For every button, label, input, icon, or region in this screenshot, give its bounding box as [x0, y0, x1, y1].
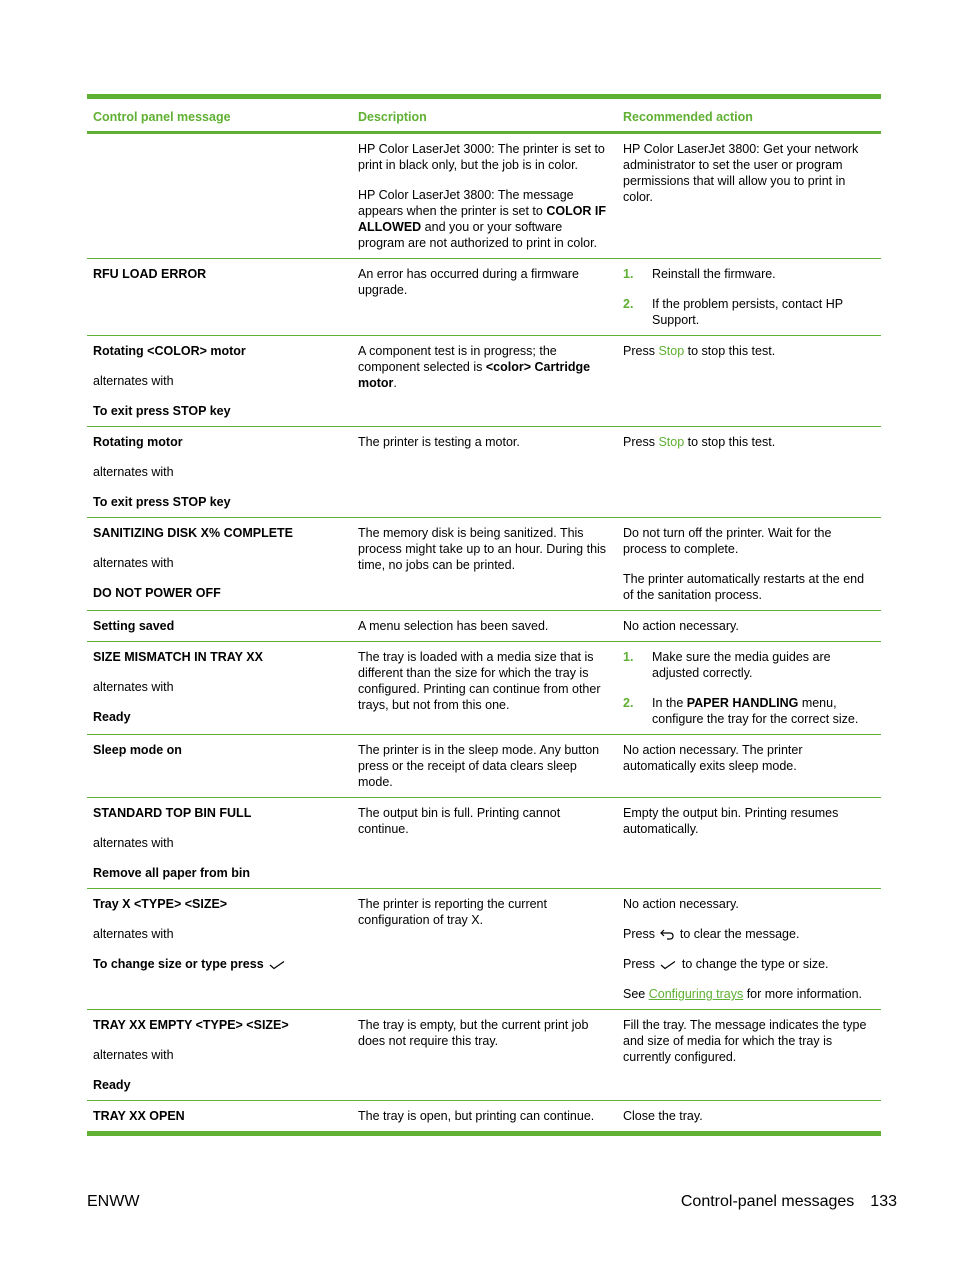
text-run: to change the type or size.	[678, 957, 829, 971]
description-cell	[352, 133, 617, 259]
control-panel-message	[93, 494, 346, 510]
text-run: The printer is in the sleep mode. Any button press or the receipt of data clears sleep mode.	[358, 743, 600, 789]
action-paragraph	[623, 986, 875, 1002]
table-body	[87, 133, 881, 1134]
message-text: Ready	[93, 710, 131, 724]
text-run: An error has occurred during a firmware upgrade.	[358, 267, 579, 297]
action-paragraph	[623, 1108, 875, 1124]
alternates-with-label	[93, 1047, 346, 1063]
text-run: A menu selection has been saved.	[358, 619, 549, 633]
alternates-with-label	[93, 555, 346, 571]
control-panel-message	[93, 709, 346, 725]
control-panel-message	[93, 1017, 346, 1033]
message-text: STANDARD TOP BIN FULL	[93, 806, 252, 820]
text-run: HP Color LaserJet 3000: The printer is set to print in black only, but the job is in color.	[358, 142, 605, 172]
message-text: Tray X <TYPE> <SIZE>	[93, 897, 228, 911]
description-cell	[352, 735, 617, 798]
step-text	[652, 296, 875, 328]
table-row	[87, 1101, 881, 1134]
message-text: alternates with	[93, 836, 174, 850]
control-panel-message	[93, 525, 346, 541]
table-row	[87, 259, 881, 336]
text-run: Reinstall the firmware.	[652, 267, 776, 281]
text-run: See	[623, 987, 649, 1001]
text-run: Do not turn off the printer. Wait for the process to complete.	[623, 526, 832, 556]
table-row	[87, 518, 881, 611]
table-header	[87, 97, 881, 133]
description-paragraph	[358, 141, 611, 173]
text-run: to clear the message.	[676, 927, 800, 941]
text-run: The output bin is full. Printing cannot continue.	[358, 806, 561, 836]
message-text: alternates with	[93, 465, 174, 479]
action-cell	[617, 611, 881, 642]
message-text: Remove all paper from bin	[93, 866, 250, 880]
text-run: No action necessary. The printer automatically exits sleep mode.	[623, 743, 803, 773]
message-text: TRAY XX OPEN	[93, 1109, 185, 1123]
text-run: No action necessary.	[623, 897, 739, 911]
table-row	[87, 427, 881, 518]
page-number: 133	[870, 1193, 897, 1210]
header-control-panel-message: Control panel message	[87, 97, 352, 133]
control-panel-message	[93, 585, 346, 601]
description-cell	[352, 611, 617, 642]
table-row	[87, 336, 881, 427]
message-text: alternates with	[93, 556, 174, 570]
description-cell	[352, 518, 617, 611]
message-cell	[87, 735, 352, 798]
text-run: The tray is loaded with a media size that is different than the size for which the tray is configured. Printing can continue from other trays, but not from this one.	[358, 650, 601, 712]
description-paragraph	[358, 525, 611, 573]
action-cell	[617, 642, 881, 735]
action-paragraph	[623, 141, 875, 205]
text-run: Press	[623, 435, 659, 449]
text-run: The printer is reporting the current configuration of tray X.	[358, 897, 547, 927]
description-paragraph	[358, 805, 611, 837]
step-number: 2.	[623, 297, 634, 311]
text-run: The memory disk is being sanitized. This process might take up to an hour. During this time, no jobs can be printed.	[358, 526, 607, 572]
text-run: and you or your software program are not authorized to print in color.	[358, 220, 598, 250]
text-run: Press	[623, 927, 659, 941]
message-text: Sleep mode on	[93, 743, 182, 757]
action-step	[623, 266, 875, 282]
text-run: Close the tray.	[623, 1109, 703, 1123]
text-run: HP Color LaserJet 3800: The message appears when the printer is set to	[358, 188, 574, 218]
header-description: Description	[352, 97, 617, 133]
message-text: To exit press STOP key	[93, 404, 231, 418]
message-text: RFU LOAD ERROR	[93, 267, 207, 281]
table-row	[87, 798, 881, 889]
message-text: alternates with	[93, 1048, 174, 1062]
action-cell	[617, 133, 881, 259]
message-cell	[87, 133, 352, 259]
control-panel-message	[93, 896, 346, 912]
text-run: Press	[623, 957, 659, 971]
text-run: Press	[623, 344, 659, 358]
text-run: menu, configure the tray for the correct size.	[652, 696, 859, 726]
message-cell	[87, 798, 352, 889]
text-run: HP Color LaserJet 3800: Get your network administrator to set the user or program permissions that will allow you to print in color.	[623, 142, 859, 204]
message-text: Ready	[93, 1078, 131, 1092]
control-panel-message	[93, 618, 346, 634]
alternates-with-label	[93, 835, 346, 851]
text-run: A component test is in progress; the component selected is	[358, 344, 557, 374]
text-run: If the problem persists, contact HP Support.	[652, 297, 843, 327]
stop-button-label: Stop	[658, 435, 685, 449]
text-run: to stop this test.	[684, 344, 776, 358]
description-cell	[352, 1101, 617, 1134]
description-cell	[352, 798, 617, 889]
message-text: Rotating <COLOR> motor	[93, 344, 246, 358]
text-run: to stop this test.	[684, 435, 776, 449]
message-text: Rotating motor	[93, 435, 183, 449]
message-cell	[87, 518, 352, 611]
text-run: .	[393, 376, 397, 390]
action-paragraph	[623, 742, 875, 774]
description-paragraph	[358, 618, 611, 634]
text-run: Fill the tray. The message indicates the type and size of media for which the tray is currently configured.	[623, 1018, 867, 1064]
control-panel-message	[93, 343, 346, 359]
action-cell	[617, 735, 881, 798]
action-cell	[617, 1101, 881, 1134]
table-row	[87, 611, 881, 642]
action-cell	[617, 336, 881, 427]
description-cell	[352, 427, 617, 518]
text-run: The tray is empty, but the current print job does not require this tray.	[358, 1018, 589, 1048]
header-recommended-action: Recommended action	[617, 97, 881, 133]
description-paragraph	[358, 187, 611, 251]
text-run: for more information.	[743, 987, 863, 1001]
description-paragraph	[358, 343, 611, 391]
control-panel-message	[93, 865, 346, 881]
action-cell	[617, 259, 881, 336]
action-cell	[617, 518, 881, 611]
step-number: 1.	[623, 267, 634, 281]
description-cell	[352, 1010, 617, 1101]
description-paragraph	[358, 1017, 611, 1049]
message-cell	[87, 259, 352, 336]
message-cell	[87, 1010, 352, 1101]
description-paragraph	[358, 1108, 611, 1124]
control-panel-message	[93, 956, 346, 972]
message-text: SANITIZING DISK X% COMPLETE	[93, 526, 294, 540]
control-panel-messages-table	[87, 94, 881, 1136]
footer-enww: ENWW	[87, 1193, 140, 1210]
table-row	[87, 735, 881, 798]
message-cell	[87, 889, 352, 1010]
description-paragraph	[358, 434, 611, 450]
control-panel-message	[93, 266, 346, 282]
action-cell	[617, 427, 881, 518]
text-run: PAPER HANDLING	[686, 696, 799, 710]
footer-section-title: Control-panel messages	[680, 1193, 855, 1210]
control-panel-message	[93, 649, 346, 665]
action-step	[623, 296, 875, 328]
step-text	[652, 649, 875, 681]
action-paragraph	[623, 926, 875, 942]
action-paragraph	[623, 434, 875, 450]
message-text: DO NOT POWER OFF	[93, 586, 221, 600]
description-paragraph	[358, 896, 611, 928]
control-panel-message	[93, 1077, 346, 1093]
step-text	[652, 695, 875, 727]
header-row	[87, 97, 881, 133]
table-row	[87, 889, 881, 1010]
action-paragraph	[623, 343, 875, 359]
checkmark-icon	[660, 960, 676, 970]
message-text: Setting saved	[93, 619, 175, 633]
control-panel-message	[93, 1108, 346, 1124]
checkmark-icon	[269, 960, 285, 970]
text-run: No action necessary.	[623, 619, 739, 633]
alternates-with-label	[93, 373, 346, 389]
table-row	[87, 1010, 881, 1101]
action-cell	[617, 1010, 881, 1101]
message-cell	[87, 427, 352, 518]
message-text: alternates with	[93, 680, 174, 694]
text-run: COLOR IF ALLOWED	[358, 204, 607, 234]
text-run: The tray is open, but printing can continue.	[358, 1109, 595, 1123]
message-text: alternates with	[93, 374, 174, 388]
text-run: Empty the output bin. Printing resumes automatically.	[623, 806, 839, 836]
action-cell	[617, 798, 881, 889]
action-paragraph	[623, 896, 875, 912]
text-run: The printer is testing a motor.	[358, 435, 520, 449]
step-text	[652, 266, 776, 282]
description-cell	[352, 889, 617, 1010]
action-paragraph	[623, 805, 875, 837]
control-panel-message	[93, 742, 346, 758]
message-cell	[87, 336, 352, 427]
action-step	[623, 695, 875, 727]
control-panel-message	[93, 403, 346, 419]
table-row	[87, 642, 881, 735]
alternates-with-label	[93, 464, 346, 480]
description-paragraph	[358, 649, 611, 713]
text-run: <color> Cartridge motor	[358, 360, 591, 390]
action-paragraph	[623, 525, 875, 557]
action-paragraph	[623, 571, 875, 603]
text-run: The printer automatically restarts at the end of the sanitation process.	[623, 572, 865, 602]
message-cell	[87, 642, 352, 735]
action-step	[623, 649, 875, 681]
action-paragraph	[623, 956, 875, 972]
description-paragraph	[358, 742, 611, 790]
action-cell	[617, 889, 881, 1010]
configuring-trays-link[interactable]: Configuring trays	[648, 987, 744, 1001]
description-cell	[352, 642, 617, 735]
alternates-with-label	[93, 926, 346, 942]
stop-button-label: Stop	[658, 344, 685, 358]
text-run: In the	[652, 696, 687, 710]
back-arrow-icon	[660, 929, 674, 940]
action-paragraph	[623, 1017, 875, 1065]
step-number: 1.	[623, 650, 634, 664]
message-text: SIZE MISMATCH IN TRAY XX	[93, 650, 263, 664]
message-text: alternates with	[93, 927, 174, 941]
description-paragraph	[358, 266, 611, 298]
message-cell	[87, 611, 352, 642]
table-row	[87, 133, 881, 259]
text-run: Make sure the media guides are adjusted correctly.	[652, 650, 831, 680]
control-panel-message	[93, 805, 346, 821]
description-cell	[352, 336, 617, 427]
description-cell	[352, 259, 617, 336]
message-text: TRAY XX EMPTY <TYPE> <SIZE>	[93, 1018, 289, 1032]
step-number: 2.	[623, 696, 634, 710]
footer-page-info	[681, 1193, 897, 1211]
action-paragraph	[623, 618, 875, 634]
control-panel-message	[93, 434, 346, 450]
message-cell	[87, 1101, 352, 1134]
alternates-with-label	[93, 679, 346, 695]
message-text: To change size or type press	[93, 957, 264, 971]
message-text: To exit press STOP key	[93, 495, 231, 509]
